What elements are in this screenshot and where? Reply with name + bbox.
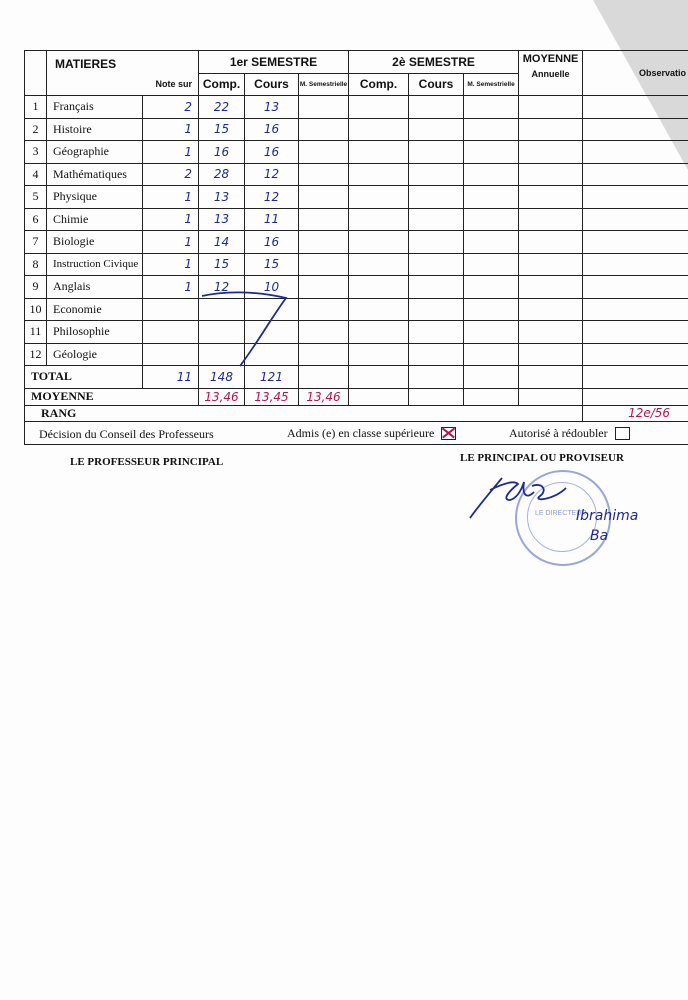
s1-comp-grade: 16 <box>199 141 245 164</box>
s2-cours-cell <box>409 276 464 299</box>
table-row <box>25 276 688 299</box>
moyenne-annuelle-header <box>519 51 583 96</box>
admis-label: Admis (e) en classe supérieure <box>287 425 435 440</box>
annual-cell <box>519 96 583 119</box>
row-number: 12 <box>25 343 47 366</box>
observation-cell <box>583 186 688 209</box>
observation-cell <box>583 163 688 186</box>
table-row <box>25 96 688 119</box>
moyenne-label: MOYENNE <box>522 53 579 65</box>
coefficient: 1 <box>143 208 199 231</box>
s2-msem-cell <box>464 163 519 186</box>
subject-name: Histoire <box>47 118 143 141</box>
s1-comp-header: Comp. <box>199 73 245 96</box>
s1-msem-cell <box>299 163 349 186</box>
subject-name: Géologie <box>47 343 143 366</box>
s2-comp-cell <box>349 141 409 164</box>
s1-msem-cell <box>299 298 349 321</box>
s2-msem-cell <box>464 253 519 276</box>
rang-label: RANG <box>41 405 77 420</box>
observation-cell <box>583 231 688 254</box>
cancel-stroke-icon <box>200 290 300 370</box>
coefficient: 1 <box>143 118 199 141</box>
moyenne-semestrielle: 13,46 <box>299 388 349 405</box>
decision-label: Décision du Conseil des Professeurs <box>39 426 214 441</box>
table-row <box>25 321 688 344</box>
moyenne-comp: 13,46 <box>199 388 245 405</box>
signature-name-1: Ibrahima <box>576 508 639 524</box>
prof-principal-label: LE PROFESSEUR PRINCIPAL <box>70 456 224 468</box>
s1-cours-grade: 13 <box>245 96 299 119</box>
observation-cell <box>583 118 688 141</box>
annual-cell <box>519 186 583 209</box>
total-cours: 121 <box>245 366 299 389</box>
observation-cell <box>583 253 688 276</box>
moyenne-row <box>25 388 688 405</box>
semester-2-header: 2è SEMESTRE <box>349 51 519 74</box>
subject-rows <box>25 96 688 366</box>
s1-msem-cell <box>299 118 349 141</box>
stamp-text: LE DIRECTEUR <box>535 510 587 517</box>
s2-comp-cell <box>349 343 409 366</box>
row-number: 1 <box>25 96 47 119</box>
s2-comp-cell <box>349 208 409 231</box>
report-card <box>24 50 688 445</box>
annual-cell <box>519 141 583 164</box>
table-row <box>25 253 688 276</box>
coefficient: 1 <box>143 253 199 276</box>
subject-name: Physique <box>47 186 143 209</box>
s1-comp-grade: 13 <box>199 208 245 231</box>
subject-name: Géographie <box>47 141 143 164</box>
note-sur-label: Note sur <box>155 79 192 89</box>
coefficient: 1 <box>143 141 199 164</box>
coefficient: 2 <box>143 96 199 119</box>
s2-comp-cell <box>349 118 409 141</box>
row-number: 4 <box>25 163 47 186</box>
s1-msem-cell <box>299 186 349 209</box>
signature-name-2: Ba <box>590 528 609 544</box>
s1-comp-grade: 22 <box>199 96 245 119</box>
s1-msem-cell <box>299 276 349 299</box>
coefficient: 1 <box>143 186 199 209</box>
row-number: 8 <box>25 253 47 276</box>
s1-msem-cell <box>299 96 349 119</box>
s2-cours-cell <box>409 298 464 321</box>
s2-comp-cell <box>349 298 409 321</box>
subject-name: Biologie <box>47 231 143 254</box>
redoubler-checkbox[interactable] <box>615 427 630 440</box>
table-row <box>25 163 688 186</box>
s1-cours-grade: 10 <box>245 276 299 299</box>
row-number: 7 <box>25 231 47 254</box>
table-row <box>25 118 688 141</box>
s1-cours-grade: 16 <box>245 118 299 141</box>
s2-comp-cell <box>349 231 409 254</box>
subject-name: Anglais <box>47 276 143 299</box>
s2-cours-cell <box>409 208 464 231</box>
table-row <box>25 141 688 164</box>
s2-cours-cell <box>409 253 464 276</box>
coefficient: 1 <box>143 231 199 254</box>
s1-msem-cell <box>299 231 349 254</box>
s2-msem-cell <box>464 276 519 299</box>
row-number: 11 <box>25 321 47 344</box>
total-label: TOTAL <box>25 366 143 389</box>
row-number: 6 <box>25 208 47 231</box>
table-row <box>25 343 688 366</box>
matieres-label: MATIERES <box>55 57 117 71</box>
s1-msem-cell <box>299 141 349 164</box>
grades-table <box>24 50 688 445</box>
annual-cell <box>519 231 583 254</box>
row-number: 5 <box>25 186 47 209</box>
s2-cours-cell <box>409 96 464 119</box>
moyenne-cours: 13,45 <box>245 388 299 405</box>
coefficient: 2 <box>143 163 199 186</box>
s1-msem-cell <box>299 321 349 344</box>
subject-name: Economie <box>47 298 143 321</box>
s2-cours-cell <box>409 118 464 141</box>
s2-msem-cell <box>464 96 519 119</box>
row-number: 3 <box>25 141 47 164</box>
table-row <box>25 298 688 321</box>
s2-cours-cell <box>409 163 464 186</box>
annuelle-label: Annuelle <box>531 69 570 79</box>
matieres-header <box>47 51 199 96</box>
redoubler-label: Autorisé à rédoubler <box>509 425 608 440</box>
observation-cell <box>583 96 688 119</box>
coefficient <box>143 321 199 344</box>
s1-msem-cell <box>299 253 349 276</box>
s1-cours-grade: 12 <box>245 163 299 186</box>
table-row <box>25 208 688 231</box>
admis-option <box>287 426 456 441</box>
observation-cell <box>583 298 688 321</box>
observation-cell <box>583 141 688 164</box>
s2-comp-header: Comp. <box>349 73 409 96</box>
s2-msem-cell <box>464 186 519 209</box>
admis-checkbox[interactable] <box>441 427 456 440</box>
s1-comp-grade: 12 <box>199 276 245 299</box>
annual-cell <box>519 163 583 186</box>
s2-cours-cell <box>409 186 464 209</box>
subject-name: Philosophie <box>47 321 143 344</box>
s2-cours-cell <box>409 321 464 344</box>
s1-cours-grade: 15 <box>245 253 299 276</box>
s1-msem-cell <box>299 208 349 231</box>
annual-cell <box>519 298 583 321</box>
observations-header: Observatio <box>583 51 688 96</box>
s2-cours-cell <box>409 141 464 164</box>
s2-msem-cell <box>464 343 519 366</box>
s1-comp-grade: 28 <box>199 163 245 186</box>
total-coef: 11 <box>143 366 199 389</box>
s1-comp-grade: 15 <box>199 253 245 276</box>
s2-cours-cell <box>409 231 464 254</box>
s2-comp-cell <box>349 276 409 299</box>
observation-cell <box>583 208 688 231</box>
total-row <box>25 366 688 389</box>
row-number: 9 <box>25 276 47 299</box>
s1-comp-grade: 13 <box>199 186 245 209</box>
annual-cell <box>519 276 583 299</box>
s2-msem-cell <box>464 231 519 254</box>
row-number: 2 <box>25 118 47 141</box>
decision-row <box>25 421 688 444</box>
s2-msem-cell <box>464 321 519 344</box>
s2-comp-cell <box>349 186 409 209</box>
s2-msem-cell <box>464 141 519 164</box>
signature-icon <box>462 470 572 530</box>
s2-cours-header: Cours <box>409 73 464 96</box>
rang-value: 12e/56 <box>583 405 688 421</box>
total-comp: 148 <box>199 366 245 389</box>
s1-msem-cell <box>299 343 349 366</box>
s1-cours-header: Cours <box>245 73 299 96</box>
coefficient: 1 <box>143 276 199 299</box>
s2-msem-cell <box>464 208 519 231</box>
moyenne-row-label: MOYENNE <box>25 388 199 405</box>
table-row <box>25 231 688 254</box>
s1-cours-grade: 16 <box>245 231 299 254</box>
subject-name: Instruction Civique <box>47 253 143 276</box>
observation-cell <box>583 276 688 299</box>
subject-name: Mathématiques <box>47 163 143 186</box>
s1-cours-grade: 16 <box>245 141 299 164</box>
subject-name: Chimie <box>47 208 143 231</box>
s2-comp-cell <box>349 253 409 276</box>
rang-row <box>25 405 688 421</box>
s1-msem-header: M. Semestrielle <box>299 73 349 96</box>
s2-comp-cell <box>349 96 409 119</box>
annual-cell <box>519 208 583 231</box>
redoubler-option <box>509 426 630 441</box>
observation-cell <box>583 321 688 344</box>
s2-cours-cell <box>409 343 464 366</box>
annual-cell <box>519 343 583 366</box>
s2-comp-cell <box>349 321 409 344</box>
semester-1-header: 1er SEMESTRE <box>199 51 349 74</box>
coefficient <box>143 343 199 366</box>
annual-cell <box>519 321 583 344</box>
s2-msem-header: M. Semestrielle <box>464 73 519 96</box>
annual-cell <box>519 118 583 141</box>
s2-comp-cell <box>349 163 409 186</box>
principal-label: LE PRINCIPAL OU PROVISEUR <box>460 452 624 464</box>
row-number: 10 <box>25 298 47 321</box>
s1-comp-grade: 15 <box>199 118 245 141</box>
observation-cell <box>583 343 688 366</box>
annual-cell <box>519 253 583 276</box>
s1-comp-grade: 14 <box>199 231 245 254</box>
table-row <box>25 186 688 209</box>
s2-msem-cell <box>464 298 519 321</box>
s2-msem-cell <box>464 118 519 141</box>
s1-cours-grade: 11 <box>245 208 299 231</box>
s1-cours-grade: 12 <box>245 186 299 209</box>
coefficient <box>143 298 199 321</box>
subject-name: Français <box>47 96 143 119</box>
